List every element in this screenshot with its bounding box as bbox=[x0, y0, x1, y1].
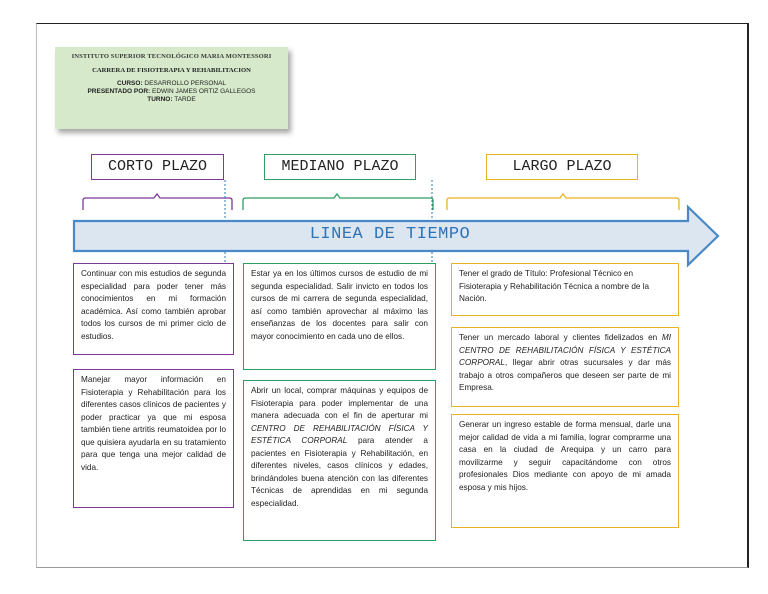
medium-term-brace bbox=[243, 194, 433, 210]
goal-text-cont: para atender a pacientes en Fisioterapia y Rehabilitación, en diferentes niveles, casos clínicos y edades, brindándoles buena atención con las diferentes Técnicas de aprendidas en mi segunda especialidad. bbox=[251, 436, 428, 508]
medium-term-heading: MEDIANO PLAZO bbox=[264, 154, 416, 180]
goal-text-cont: , llegar abrir otras sucursales y dar más trabajo a otros compañeros que deseen ser parte de mi Empresa. bbox=[459, 358, 671, 392]
timeline-label: LINEA DE TIEMPO bbox=[309, 225, 471, 244]
institute-name: INSTITUTO SUPERIOR TECNOLÓGICO MARIA MONTESSORI bbox=[71, 53, 272, 60]
short-term-heading: CORTO PLAZO bbox=[91, 154, 224, 180]
goal-text: Abrir un local, comprar máquinas y equipos de Fisioterapia para poder implementar de una manera adecuada con el fin de aperturar mi bbox=[251, 386, 428, 420]
goal-text: Tener un mercado laboral y clientes fidelizados en bbox=[459, 333, 662, 342]
course-label: CURSO: bbox=[116, 80, 143, 87]
short-term-goal-1: Continuar con mis estudios de segunda especialidad para poder tener más conocimientos en mi formación académica. Así como también aprobar todos los cursos de mi primer ciclo de estudios. bbox=[73, 263, 234, 355]
course-value: DESARROLLO PERSONAL bbox=[144, 80, 227, 87]
long-term-goal-3: Generar un ingreso estable de forma mensual, darle una mejor calidad de vida a mi familia, lograr comprarme una casa en la ciudad de Arequipa y un carro para movilizarme y seguir capacitándome con otros profesionales Dios mediante con apoyo de mi amada esposa y mis hijos. bbox=[451, 414, 679, 528]
business-name: MI CENTRO DE REHABILITACIÓN FÍSICA Y ESTÉTICA CORPORAL bbox=[459, 333, 671, 367]
career-name: CARRERA DE FISIOTERAPIA Y REHABILITACION bbox=[92, 67, 251, 74]
short-term-brace bbox=[83, 194, 232, 210]
long-term-heading: LARGO PLAZO bbox=[486, 154, 638, 180]
short-term-goal-2: Manejar mayor información en Fisioterapia y Rehabilitación para los diferentes casos clínicos de pacientes y poder practicar ya que mi esposa también tiene artritis reumatoidea por lo que quisiera ayudarla en su tratamiento para que tenga una mejor calidad de vida. bbox=[73, 369, 234, 508]
presenter-label: PRESENTADO POR: bbox=[87, 88, 151, 95]
business-name: CENTRO DE REHABILITACIÓN FÍSICA Y ESTÉTICA CORPORAL bbox=[251, 423, 428, 445]
long-term-brace bbox=[447, 194, 679, 210]
long-term-goal-1: Tener el grado de Título: Profesional Técnico en Fisioterapia y Rehabilitación Técnica a nombre de la Nación. bbox=[451, 263, 679, 316]
long-term-goal-2 bbox=[451, 327, 679, 407]
medium-term-goal-2 bbox=[243, 380, 436, 541]
shift-label: TURNO: bbox=[147, 96, 173, 103]
shift-value: TARDE bbox=[174, 96, 196, 103]
presenter-value: EDWIN JAMES ORTIZ GALLEGOS bbox=[151, 88, 256, 95]
medium-term-goal-1: Estar ya en los últimos cursos de estudio de mi segunda especialidad. Salir invicto en todos los cursos de mi carrera de segunda especialidad, así como también aprovechar al máximo las enseñanzas de los docentes para salir con mayor conocimiento en cada uno de ellos. bbox=[243, 263, 436, 370]
